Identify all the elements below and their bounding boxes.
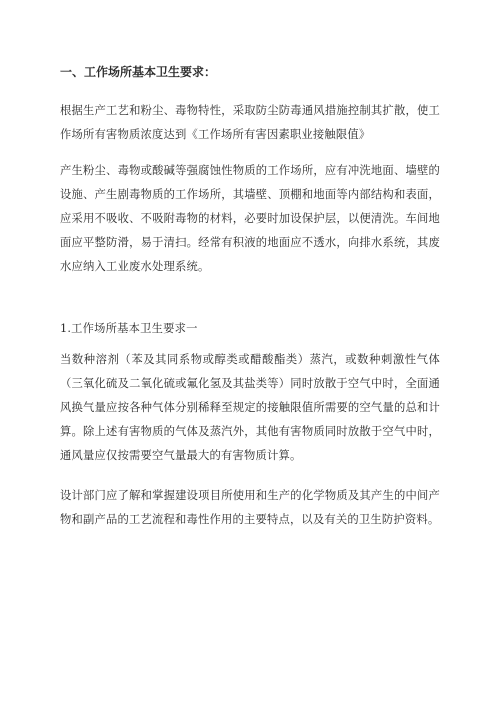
paragraph-design-department: 设计部门应了解和掌握建设项目所使用和生产的化学物质及其产生的中间产物和副产品的工艺流程和毒性作用的主要特点，以及有关的卫生防护资料。 bbox=[60, 489, 440, 526]
section-heading: 一、工作场所基本卫生要求： bbox=[60, 65, 217, 79]
subheading-basic-requirements: 1.工作场所基本卫生要求一 bbox=[60, 322, 198, 335]
paragraph-ventilation-control: 根据生产工艺和粉尘、毒物特性，采取防尘防毒通风措施控制其扩散，使工作场所有害物质浓度达到《工作场所有害因素职业接触限值》 bbox=[60, 104, 440, 141]
paragraph-ventilation-calculation: 当数种溶剂（苯及其同系物或醇类或醋酸酯类）蒸汽，或数种刺激性气体（三氧化硫及二氧化硫或氟化氢及其盐类等）同时放散于空气中时，全面通风换气量应按各种气体分别稀释至规定的接触限值所需要的空气量的总和计算。除上述有害物质的气体及蒸汽外，其他有害物质同时放散于空气中时，通风量应仅按需要空气量最大的有害物质计算。 bbox=[60, 353, 440, 462]
paragraph-workplace-surfaces: 产生粉尘、毒物或酸碱等强腐蚀性物质的工作场所，应有冲洗地面、墙壁的设施、产生剧毒物质的工作场所，其墙壁、顶棚和地面等内部结构和表面，应采用不吸收、不吸附毒物的材料，必要时加设保护层，以便清洗。车间地面应平整防滑，易于清扫。经常有积液的地面应不透水，向排水系统，其废水应纳入工业废水处理系统。 bbox=[60, 164, 440, 273]
